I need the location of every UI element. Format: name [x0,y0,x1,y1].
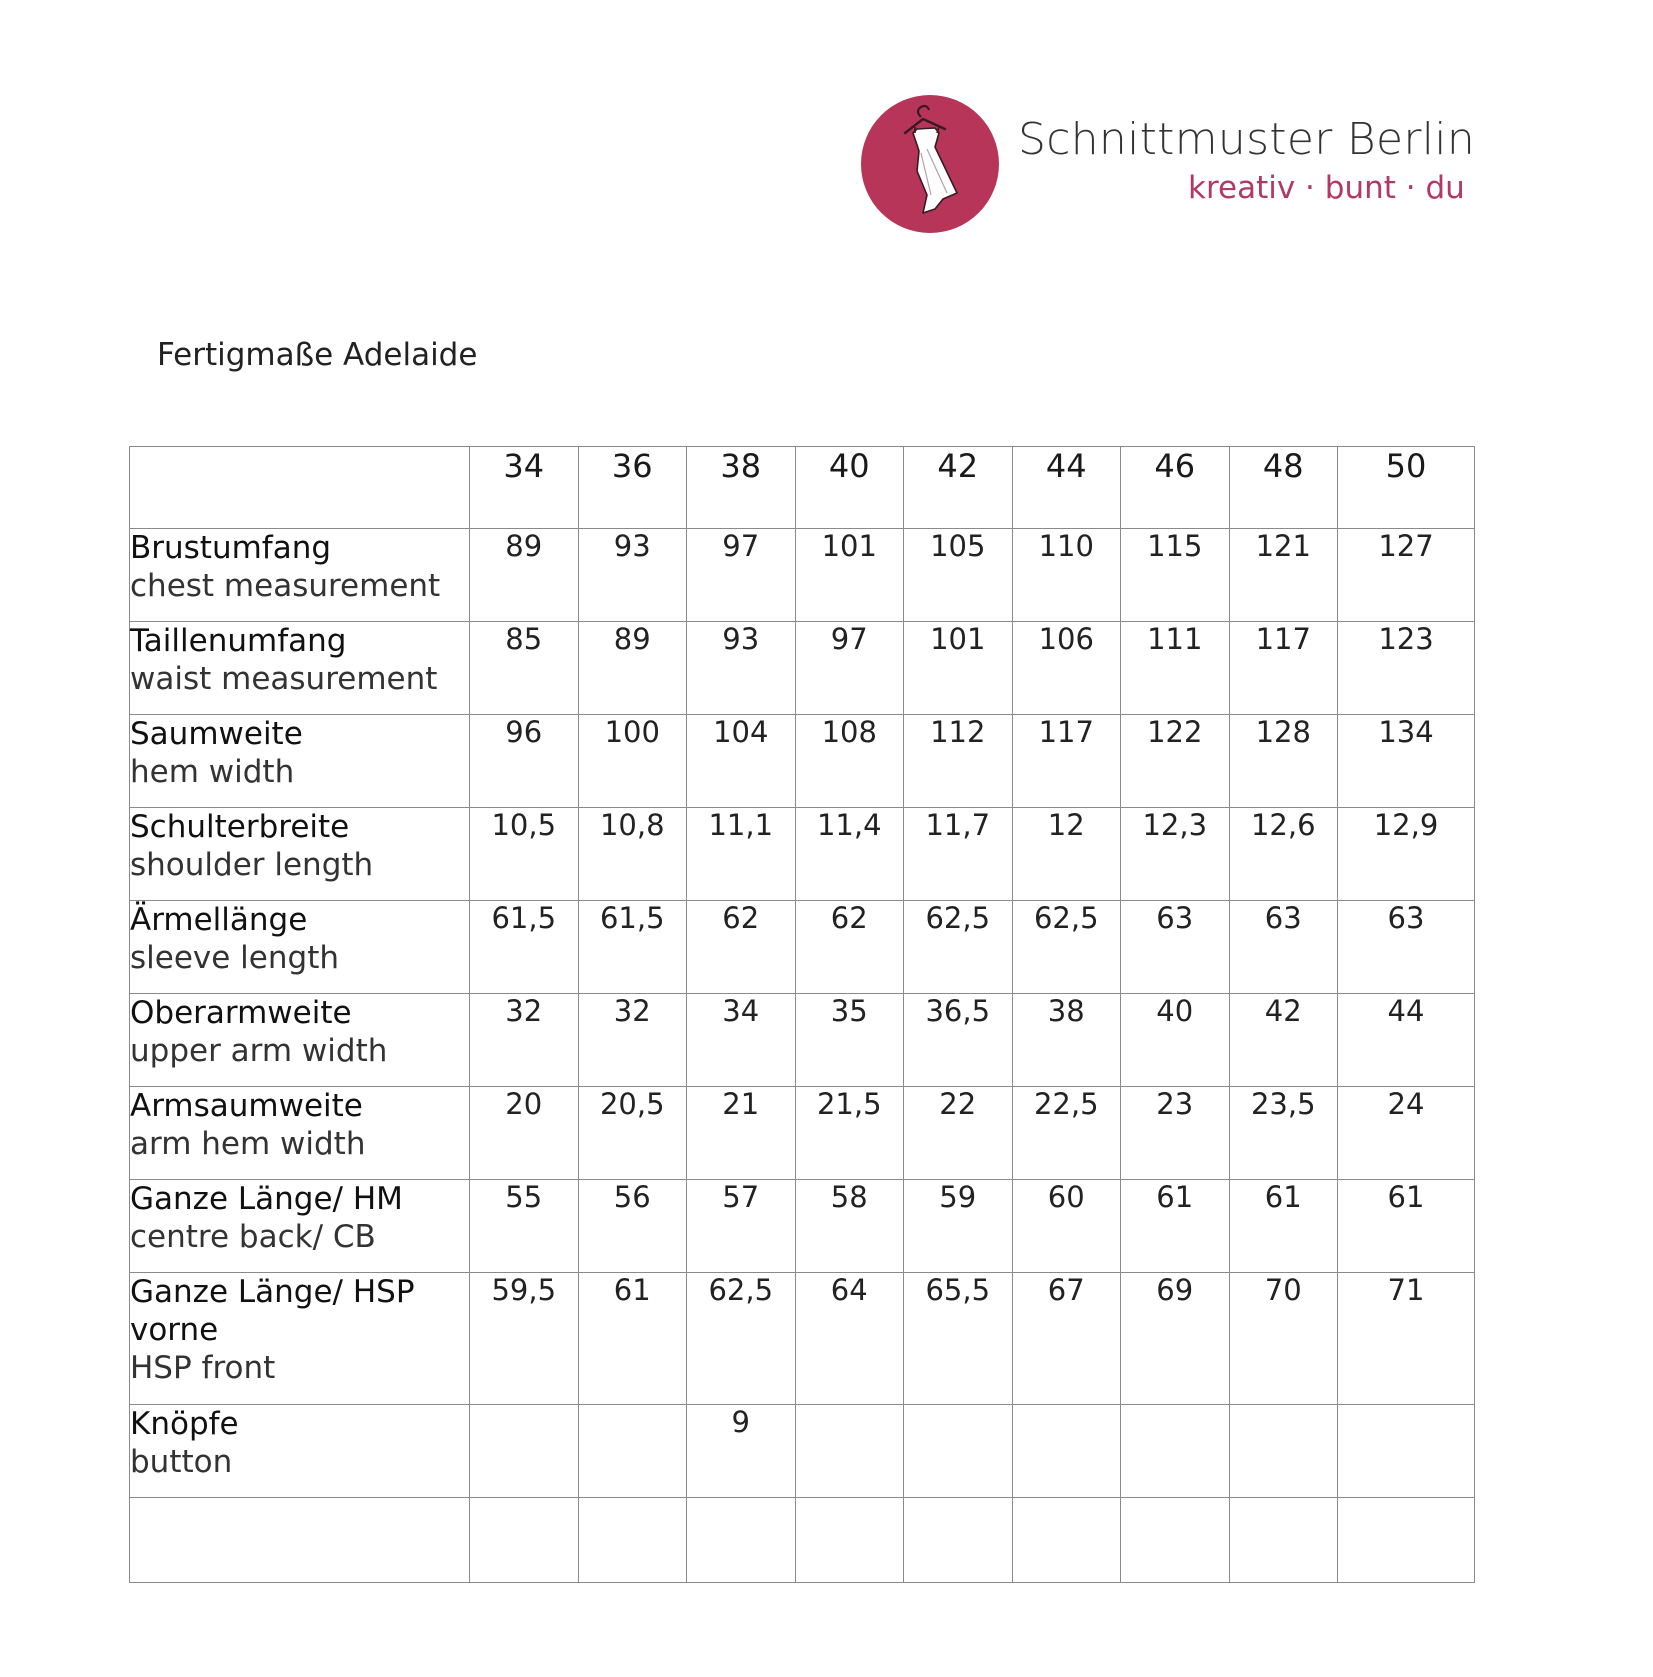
value-cell: 63 [1121,901,1230,994]
value-cell: 122 [1121,715,1230,808]
row-label-english: HSP front [130,1350,276,1386]
value-cell: 128 [1229,715,1338,808]
value-cell: 24 [1338,1087,1475,1180]
value-cell: 110 [1012,529,1121,622]
value-cell: 89 [470,529,579,622]
table-row [130,715,1475,808]
empty-cell [130,1498,470,1583]
table-row [130,1273,1475,1405]
value-cell: 57 [687,1180,796,1273]
value-cell: 9 [687,1405,796,1498]
empty-cell [1121,1498,1230,1583]
value-cell: 59 [904,1180,1013,1273]
value-cell: 32 [578,994,687,1087]
value-cell: 22,5 [1012,1087,1121,1180]
size-header: 40 [795,447,904,529]
value-cell: 123 [1338,622,1475,715]
value-cell: 20,5 [578,1087,687,1180]
value-cell: 117 [1229,622,1338,715]
empty-cell [795,1498,904,1583]
row-label-german: Armsaumweite [130,1088,363,1124]
measurement-table [129,446,1475,1583]
row-label-english: chest measurement [130,568,441,604]
row-label-cell [130,715,470,808]
value-cell: 127 [1338,529,1475,622]
value-cell: 101 [795,529,904,622]
value-cell: 12,3 [1121,808,1230,901]
value-cell: 115 [1121,529,1230,622]
value-cell: 65,5 [904,1273,1013,1405]
row-label-cell [130,1087,470,1180]
value-cell: 67 [1012,1273,1121,1405]
value-cell: 62,5 [687,1273,796,1405]
value-cell: 40 [1121,994,1230,1087]
size-header: 44 [1012,447,1121,529]
empty-cell [578,1498,687,1583]
value-cell [904,1405,1013,1498]
table-row [130,901,1475,994]
table-row [130,994,1475,1087]
row-label-german: Taillenumfang [130,623,347,659]
value-cell [795,1405,904,1498]
row-label-german: Schulterbreite [130,809,350,845]
row-label-english: sleeve length [130,940,339,976]
value-cell: 34 [687,994,796,1087]
value-cell: 62,5 [904,901,1013,994]
value-cell: 42 [1229,994,1338,1087]
brand-tagline: kreativ · bunt · du [1188,170,1465,206]
value-cell: 69 [1121,1273,1230,1405]
value-cell [1338,1405,1475,1498]
value-cell: 56 [578,1180,687,1273]
value-cell: 108 [795,715,904,808]
row-label-cell [130,1273,470,1405]
row-label-cell [130,622,470,715]
empty-cell [470,1498,579,1583]
table-row [130,1405,1475,1498]
value-cell: 20 [470,1087,579,1180]
table-row [130,529,1475,622]
table-row [130,622,1475,715]
row-label-english: hem width [130,754,295,790]
value-cell: 89 [578,622,687,715]
value-cell: 11,1 [687,808,796,901]
value-cell: 64 [795,1273,904,1405]
value-cell: 59,5 [470,1273,579,1405]
row-label-english: button [130,1444,233,1480]
value-cell: 21,5 [795,1087,904,1180]
value-cell: 44 [1338,994,1475,1087]
empty-cell [1012,1498,1121,1583]
value-cell: 23,5 [1229,1087,1338,1180]
value-cell: 61 [1229,1180,1338,1273]
size-header: 36 [578,447,687,529]
value-cell: 63 [1229,901,1338,994]
value-cell: 11,7 [904,808,1013,901]
value-cell [1229,1405,1338,1498]
row-label-english: arm hem width [130,1126,366,1162]
brand-name: Schnittmuster Berlin [1018,114,1475,165]
value-cell: 104 [687,715,796,808]
value-cell: 112 [904,715,1013,808]
row-label-german: Brustumfang [130,530,332,566]
value-cell: 85 [470,622,579,715]
size-header: 42 [904,447,1013,529]
value-cell: 101 [904,622,1013,715]
row-label-cell [130,1405,470,1498]
size-header: 46 [1121,447,1230,529]
value-cell: 100 [578,715,687,808]
value-cell: 32 [470,994,579,1087]
value-cell: 97 [687,529,796,622]
row-label-english: waist measurement [130,661,438,697]
row-label-german: Ganze Länge/ HSP vorne [130,1274,415,1348]
row-label-german: Ärmellänge [130,902,308,938]
row-label-english: upper arm width [130,1033,388,1069]
value-cell: 134 [1338,715,1475,808]
value-cell: 60 [1012,1180,1121,1273]
value-cell: 10,8 [578,808,687,901]
value-cell: 61 [1338,1180,1475,1273]
value-cell [1121,1405,1230,1498]
value-cell [578,1405,687,1498]
value-cell: 105 [904,529,1013,622]
value-cell: 117 [1012,715,1121,808]
value-cell: 61 [578,1273,687,1405]
row-label-cell [130,994,470,1087]
page-title: Fertigmaße Adelaide [157,337,478,373]
row-label-cell [130,808,470,901]
row-label-cell [130,901,470,994]
value-cell: 62,5 [1012,901,1121,994]
value-cell: 70 [1229,1273,1338,1405]
value-cell: 38 [1012,994,1121,1087]
value-cell: 63 [1338,901,1475,994]
value-cell [470,1405,579,1498]
row-label-cell [130,1180,470,1273]
row-label-cell [130,529,470,622]
size-header: 48 [1229,447,1338,529]
value-cell: 62 [687,901,796,994]
value-cell: 121 [1229,529,1338,622]
value-cell: 61,5 [578,901,687,994]
value-cell: 93 [578,529,687,622]
row-label-german: Oberarmweite [130,995,352,1031]
value-cell: 71 [1338,1273,1475,1405]
size-header: 34 [470,447,579,529]
value-cell: 36,5 [904,994,1013,1087]
value-cell: 22 [904,1087,1013,1180]
table-row [130,808,1475,901]
value-cell: 23 [1121,1087,1230,1180]
size-header: 38 [687,447,796,529]
value-cell: 12,9 [1338,808,1475,901]
empty-cell [687,1498,796,1583]
corner-cell [130,447,470,529]
value-cell: 111 [1121,622,1230,715]
value-cell: 62 [795,901,904,994]
empty-table-row [130,1498,1475,1583]
value-cell: 61 [1121,1180,1230,1273]
value-cell: 97 [795,622,904,715]
value-cell: 10,5 [470,808,579,901]
size-header: 50 [1338,447,1475,529]
row-label-german: Ganze Länge/ HM [130,1181,403,1217]
value-cell: 58 [795,1180,904,1273]
value-cell: 35 [795,994,904,1087]
empty-cell [1338,1498,1475,1583]
value-cell: 55 [470,1180,579,1273]
dress-on-hanger-icon [861,95,999,233]
row-label-german: Knöpfe [130,1406,239,1442]
value-cell: 93 [687,622,796,715]
value-cell: 12,6 [1229,808,1338,901]
value-cell: 96 [470,715,579,808]
value-cell: 106 [1012,622,1121,715]
empty-cell [1229,1498,1338,1583]
row-label-english: centre back/ CB [130,1219,376,1255]
value-cell: 21 [687,1087,796,1180]
value-cell: 61,5 [470,901,579,994]
row-label-english: shoulder length [130,847,374,883]
row-label-german: Saumweite [130,716,303,752]
value-cell: 11,4 [795,808,904,901]
brand-logo [861,95,999,233]
table-row [130,1087,1475,1180]
value-cell [1012,1405,1121,1498]
value-cell: 12 [1012,808,1121,901]
table-header-row [130,447,1475,529]
table-row [130,1180,1475,1273]
empty-cell [904,1498,1013,1583]
